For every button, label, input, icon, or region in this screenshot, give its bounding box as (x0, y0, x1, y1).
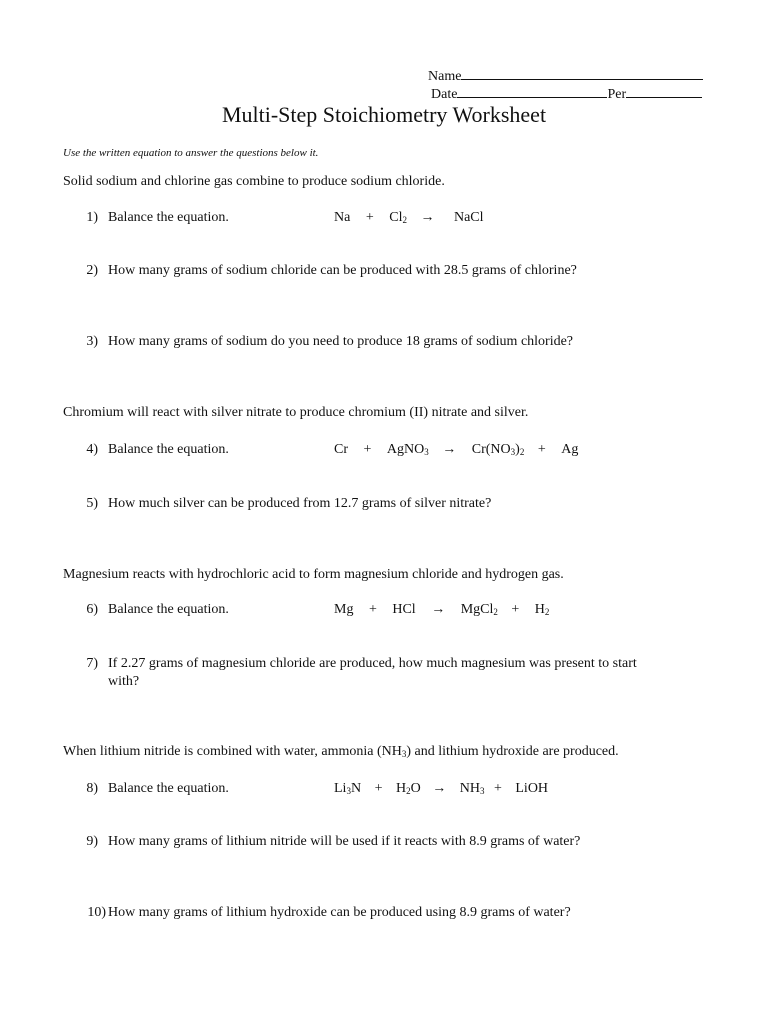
eq-subscript: 3 (510, 447, 516, 457)
question-text: How many grams of lithium hydroxide can be produced using 8.9 grams of water? (108, 905, 571, 920)
question-number: 2) (86, 263, 98, 278)
question-text: Balance the equation. (108, 781, 229, 796)
date-blank[interactable] (457, 84, 607, 98)
section-2-intro: Chromium will react with silver nitrate to produce chromium (II) nitrate and silver. (63, 405, 529, 420)
eq-subscript: 3 (479, 786, 485, 796)
question-text: Balance the equation. (108, 602, 229, 617)
name-line[interactable] (428, 66, 703, 85)
eq-subscript: 2 (402, 215, 407, 225)
equation-1 (334, 210, 484, 226)
eq-arrow: → (432, 781, 447, 796)
question-number: 8) (86, 781, 98, 796)
section-3-intro: Magnesium reacts with hydrochloric acid to form magnesium chloride and hydrogen gas. (63, 567, 564, 582)
eq-term: Li (334, 781, 347, 796)
eq-term: NH (459, 781, 480, 796)
eq-arrow: → (420, 210, 435, 225)
question-number: 3) (86, 334, 98, 349)
question-number: 9) (86, 834, 98, 849)
eq-subscript: 3 (424, 447, 429, 457)
eq-term: H (395, 781, 407, 796)
name-label: Name (428, 69, 462, 84)
eq-subscript: 3 (346, 786, 351, 796)
question-text-line-2: with? (108, 674, 140, 689)
eq-subscript: 2 (493, 607, 498, 617)
date-label: Date (431, 87, 458, 102)
intro-text: When lithium nitride is combined with water, ammonia (NH (63, 744, 402, 759)
eq-term: NaCl (453, 210, 484, 225)
eq-term: Cr (334, 442, 348, 457)
date-period-line[interactable] (431, 84, 702, 103)
eq-term: O (410, 781, 421, 796)
intro-text: ) and lithium hydroxide are produced. (406, 744, 619, 759)
question-text: Balance the equation. (108, 210, 229, 225)
equation-2 (334, 442, 578, 458)
eq-subscript: 2 (406, 786, 411, 796)
equation-3 (334, 602, 549, 618)
instructions: Use the written equation to answer the questions below it. (63, 147, 319, 159)
eq-plus: + (374, 781, 383, 796)
question-number: 6) (86, 602, 98, 617)
eq-arrow: → (442, 442, 457, 457)
question-text: Balance the equation. (108, 442, 229, 457)
question-text: How many grams of sodium do you need to produce 18 grams of sodium chloride? (108, 334, 574, 349)
question-text-line-1: If 2.27 grams of magnesium chloride are produced, how much magnesium was present to start (108, 656, 637, 671)
eq-subscript: 2 (519, 447, 525, 457)
eq-subscript: 2 (544, 607, 550, 617)
question-number: 5) (86, 496, 98, 511)
eq-plus: + (365, 210, 374, 225)
intro-subscript: 3 (401, 749, 407, 759)
eq-arrow: → (431, 602, 446, 617)
name-blank[interactable] (461, 66, 703, 80)
eq-plus: + (537, 442, 546, 457)
equation-4 (334, 781, 548, 797)
eq-term: MgCl (460, 602, 494, 617)
per-label: Per (607, 87, 627, 102)
eq-term: Mg (334, 602, 354, 617)
question-number: 4) (86, 442, 98, 457)
section-1-intro: Solid sodium and chlorine gas combine to produce sodium chloride. (63, 174, 445, 189)
question-text: How many grams of lithium nitride will be used if it reacts with 8.9 grams of water? (108, 834, 581, 849)
eq-term: HCl (392, 602, 416, 617)
eq-plus: + (368, 602, 377, 617)
eq-term: H (534, 602, 545, 617)
question-text: How many grams of sodium chloride can be produced with 28.5 grams of chlorine? (108, 263, 577, 278)
eq-term: AgNO (386, 442, 425, 457)
period-blank[interactable] (626, 84, 702, 98)
question-number: 1) (86, 210, 98, 225)
question-number: 10) (87, 905, 106, 920)
page-title: Multi-Step Stoichiometry Worksheet (221, 102, 547, 127)
eq-term: Na (334, 210, 351, 225)
eq-plus: + (493, 781, 502, 796)
eq-term: N (350, 781, 362, 796)
eq-term: LiOH (515, 781, 549, 796)
eq-plus: + (511, 602, 520, 617)
question-text: How much silver can be produced from 12.7 grams of silver nitrate? (108, 496, 492, 511)
eq-plus: + (363, 442, 372, 457)
eq-term: ) (515, 442, 520, 457)
eq-term: Ag (561, 442, 579, 457)
question-number: 7) (86, 656, 98, 671)
eq-term: Cl (389, 210, 403, 225)
section-4-intro (63, 744, 619, 760)
eq-term: Cr(NO (471, 442, 511, 457)
